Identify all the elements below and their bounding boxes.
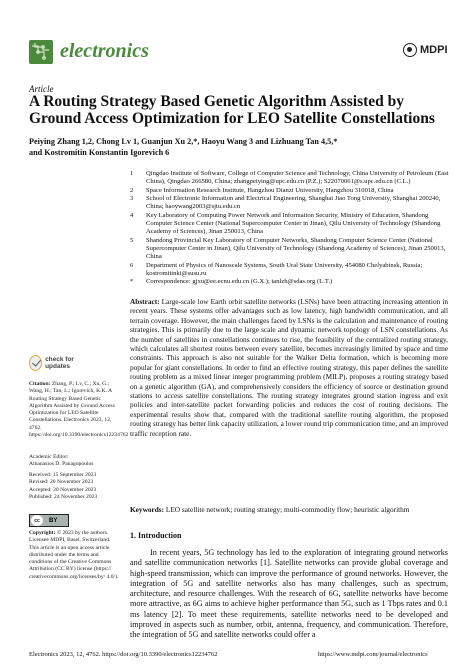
affiliation-text: School of Electronic Information and Electrical Engineering, Shanghai Jiao Tong University, Shanghai 200240, China; haoywang2003@sjtu.edu.cn [146, 195, 441, 211]
affiliation-text: Key Laboratory of Computing Power Network and Information Security, Ministry of Education, Shandong Computer Science Center (National Supercomputer Center in Jinan), Qilu University of Technology (Shandong Academy of Sciences), Jinan 250013, China [146, 211, 441, 236]
authors-line-1[interactable]: Peiying Zhang 1,2, Chong Lv 1, Guanjun Xu 2,*, Haoyu Wang 3 and Lizhuang Tan 4,5,* [29, 137, 338, 146]
article-type: Article [29, 84, 54, 94]
date-revised: Revised: 20 November 2023 [29, 479, 94, 486]
footer-journal-link[interactable]: https://www.mdpi.com/journal/electronics [318, 651, 428, 658]
footer-citation[interactable]: Electronics 2023, 12, 4762. https://doi.org/10.3390/electronics12234762 [29, 651, 218, 658]
copyright-block [29, 530, 121, 581]
intro-heading: 1. Introduction [130, 531, 182, 540]
affiliation-text: Department of Physics of Nanoscale Systems, South Ural State University, 454080 Chelyabinsk, Russia; kostromitinki@susu.ru [146, 261, 423, 277]
date-accepted: Accepted: 20 November 2023 [29, 486, 97, 493]
citation-text[interactable]: Zhang, P.; Lv, C.; Xu, G.; Wang, H.; Tan, L.; Igorevich, K.K. A Routing Strategy Based Genetic Algorithm Assisted by Ground Access Optimization for LEO Satellite Constellations. Electronics 2023, 12, 4762. https://doi.org/10.3390/electronics12234762 [29, 381, 129, 439]
journal-name[interactable]: electronics [60, 40, 149, 62]
cc-by-label: BY [49, 517, 58, 524]
affiliation-number: 3 [130, 195, 134, 203]
check-for-updates-button[interactable] [29, 355, 89, 371]
dates-block [29, 472, 121, 501]
affiliation-number: 4 [130, 211, 134, 219]
abstract [130, 297, 448, 438]
article-title: A Routing Strategy Based Genetic Algorithm Assisted by Ground Access Optimization for LEO Satellite Constellations [29, 93, 435, 127]
intro-paragraph: In recent years, 5G technology has led to the exploration of integrating ground networks and satellite communication networks [1]. Satellite networks can provide global coverage and high-speed transmission, which can improve the performance of ground networks. However, the integration of 5G and satellite networks also has many challenges, such as spectrum, architecture, and resource challenges. With the research of 6G, satellite networks have become more attractive, as 6G aims to achieve higher performance than 5G, such as 1 Tbps rates and 0.1 ms latency [2]. To meet these requirements, satellite networks need to be developed and improved in aspects such as number, orbit, antenna, frequency, and communication. Therefore, the integration of 5G and satellite networks could offer a [130, 548, 448, 640]
keywords [130, 505, 448, 514]
editor-block [29, 454, 121, 469]
affiliation-item [130, 237, 450, 261]
copyright-text: © 2023 by the authors. Licensee MDPI, Basel, Switzerland. This article is an open access article distributed under the terms and conditions of the Creative Commons Attribution (CC BY) license (https:// creativecommons.org/licenses/by/ 4.0/). [29, 530, 119, 580]
affiliation-number: 6 [130, 261, 134, 269]
affiliation-number: 1 [130, 170, 134, 177]
cc-icon: cc [31, 515, 43, 526]
author-list [29, 136, 449, 158]
citation-label: Citation: [29, 381, 51, 387]
date-received: Received: 15 September 2023 [29, 472, 97, 478]
publisher-name: MDPI [420, 44, 448, 56]
affiliation-item [130, 170, 450, 186]
affiliation-item [130, 262, 450, 278]
affiliation-number: 5 [130, 236, 134, 244]
keywords-label: Keywords: [130, 505, 165, 514]
correspondence-text: Correspondence: gjxu@ee.ecnu.edu.cn (G.X.); tanlzh@sdas.org (L.T.) [146, 278, 333, 286]
affiliation-number: 2 [130, 186, 134, 194]
intro-text [130, 548, 448, 641]
publisher-logo[interactable] [403, 43, 448, 57]
copyright-label: Copyright: [29, 530, 56, 536]
check-updates-label: check for updates [45, 356, 74, 370]
check-updates-icon [29, 355, 42, 371]
editor-name: Athanasios D. Panagopoulos [29, 461, 94, 468]
journal-logo [29, 40, 53, 64]
abstract-label: Abstract: [130, 297, 160, 306]
affiliation-number: * [130, 278, 134, 286]
keywords-text: LEO satellite network; routing strategy; multi-commodity flow; heuristic algorithm [165, 505, 410, 514]
mdpi-icon [403, 43, 417, 57]
affiliation-item [130, 212, 450, 236]
affiliation-text: Shandong Provincial Key Laboratory of Computer Networks, Shandong Computer Science Center (National Supercomputer Center in Jinan), Qilu University of Technology (Shandong Academy of Sciences), Jinan 250013, China [146, 236, 446, 260]
affiliations [130, 170, 450, 287]
affiliation-text: Space Information Research Institute, Hangzhou Dianzi University, Hangzhou 310018, China [146, 186, 394, 194]
correspondence [130, 278, 450, 286]
cc-license-badge[interactable] [29, 514, 69, 527]
affiliation-text: Qingdao Institute of Software, College of Computer Science and Technology, China University of Petroleum (East China), Qingdao 266580, China; zhangpeiying@upc.edu.cn (P.Z.); S22070061@s.upc.edu.cn (C.L.) [146, 170, 449, 186]
date-published: Published: 24 November 2023 [29, 493, 98, 500]
authors-line-2[interactable]: and Kostromitin Konstantin Igorevich 6 [29, 148, 170, 157]
editor-label: Academic Editor: [29, 454, 69, 460]
affiliation-item [130, 187, 450, 195]
abstract-text: Large-scale low Earth orbit satellite networks (LSNs) have been attracting increasing attention in recent years. These systems offer advantages such as low latency, high bandwidth communication, and all terrain coverage. However, the main challenges faced by LSNs is the calculation and maintenance of routing strategies. This is primarily due to the large scale and dynamic network topology of LSN constellations. As the number of satellites in constellations continues to rise, the feasibility of the centralized routing strategy, which calculates all shortest routes between every satellite, becomes increasingly limited by space and time constraints. This approach is also not suitable for the Walker Delta formation, which is becoming more popular for giant constellations. In order to find an effective routing strategy, this paper defines the satellite routing problem as a mixed linear integer programming problem (MILP), proposes a routing strategy based on a genetic algorithm (GA), and comprehensively considers the efficiency of source or destination ground stations to access satellite constellations. The routing strategy integrates ground station ingress and exit policies and inter-satellite packet forwarding policies and reduces the cost of routing decisions. The experimental results show that, compared with the traditional satellite routing algorithm, the proposed routing strategy has better link capacity utilization, a lower round trip communication time, and an improved traffic reception rate. [130, 297, 448, 438]
citation-block [29, 381, 129, 439]
affiliation-item [130, 195, 450, 211]
